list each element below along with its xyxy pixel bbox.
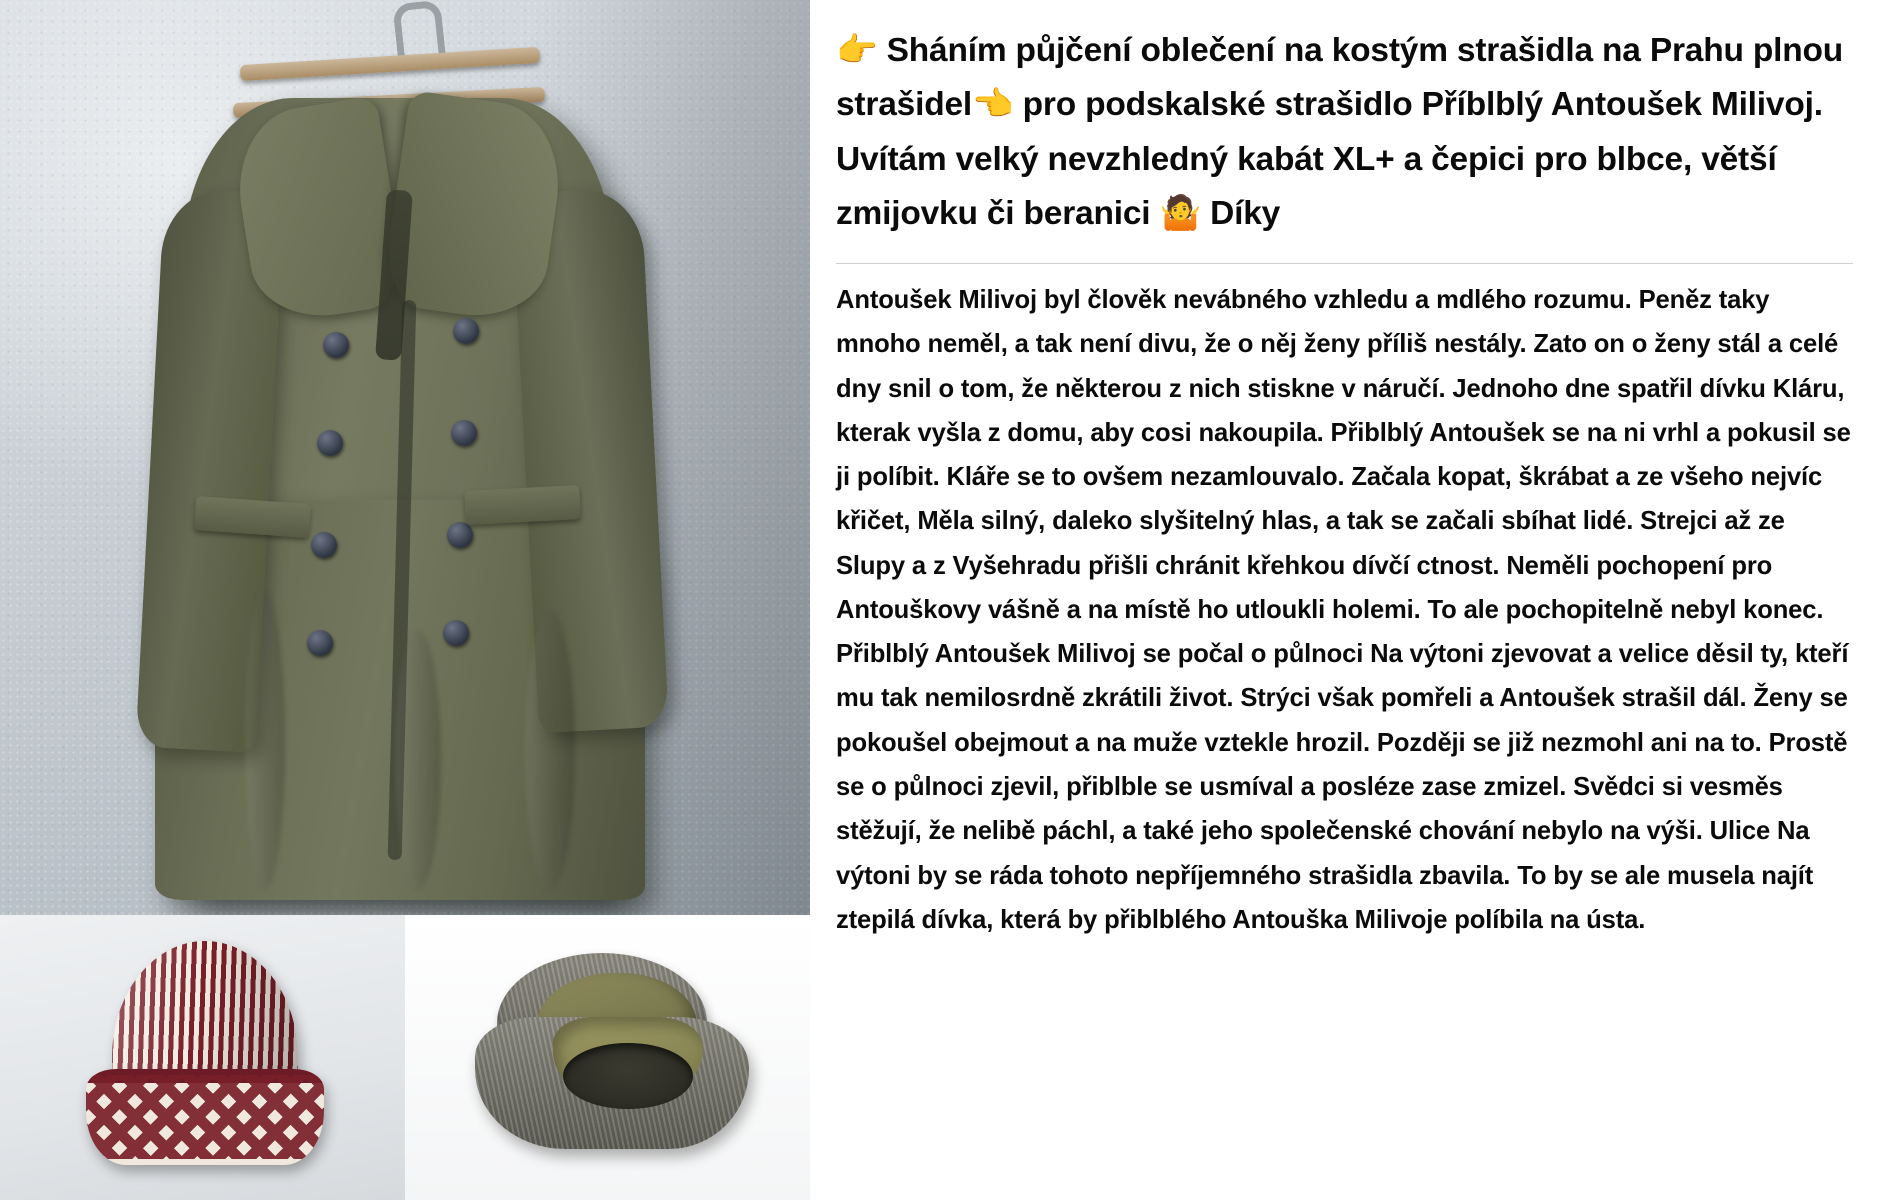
coat-button [307,630,333,656]
coat-fold [525,610,575,890]
coat-pocket-right [464,485,581,525]
photo-coat[interactable] [0,0,810,915]
coat-button [317,430,343,456]
post-headline: 👉 Sháním půjčení oblečení na kostým strašidla na Prahu plnou strašidel👈 pro podskalské strašidlo Příblblý Antoušek Milivoj. Uvítám velký nevzhledný kabát XL+ a čepici pro blbce, větší zmijovku či beranici 🤷 Díky [836,32,1844,232]
thumbnail-row [0,915,810,1200]
coat-fold [245,590,285,890]
coat-button [451,420,477,446]
coat-button [453,318,479,344]
coat-button [443,620,469,646]
media-column [0,0,810,1200]
coat-button [311,532,337,558]
beanie-graphic [80,941,330,1181]
ushanka-opening [563,1043,693,1109]
coat-button [447,522,473,548]
coat-fold [395,630,441,890]
photo-knit-beanie[interactable] [0,915,405,1200]
coat-button [323,332,349,358]
text-column [810,0,1879,1200]
post-story-text: Antoušek Milivoj byl člověk nevábného vzhledu a mdlého rozumu. Peněz taky mnoho neměl, a tak není divu, že o něj ženy příliš nestály. Zato on o ženy stál a celé dny snil o tom, že některou z nich stiskne v náručí. Jednoho dne spatřil dívku Kláru, kterak vyšla z domu, aby cosi nakoupila. Přiblblý Antoušek se na ni vrhl a pokusil se ji políbit. Kláře se to ovšem nezamlouvalo. Začala kopat, škrábat a ze všeho nejvíc křičet, Měla silný, daleko slyšitelný hlas, a tak se začali sbíhat lidé. Strejci až ze Slupy a z Vyšehradu přišli chránit křehkou dívčí ctnost. Neměli pochopení pro Antouškovy vášně a na místě ho utloukli holemi. To ale pochopitelně nebyl konec. Přiblblý Antoušek Milivoj se počal o půlnoci Na výtoni zjevovat a velice děsil ty, kteří mu tak nemilosrdně zkrátili život. Strýci však pomřeli a Antoušek strašil dál. Ženy se pokoušel obejmout a na muže vztekle hrozil. Později se již nezmohl ani na to. Prostě se o půlnoci zjevil, přiblble se usmíval a posléze zase zmizel. Svědci si vesměs stěžují, že nelibě páchl, a také jeho společenské chování nebylo na výši. Ulice Na výtoni by se ráda tohoto nepříjemného strašidla zbavila. To by se ale musela najít ztepilá dívka, která by přiblblého Antouška Milivoje políbila na ústa. [836,286,1851,934]
photo-ushanka[interactable] [405,915,810,1200]
beanie-zigzag-pattern [86,1075,324,1159]
hanger-hook-icon [392,0,445,59]
ushanka-graphic [467,947,757,1162]
coat-graphic [95,70,695,915]
beanie-brim [86,1069,324,1165]
section-divider [836,263,1853,264]
